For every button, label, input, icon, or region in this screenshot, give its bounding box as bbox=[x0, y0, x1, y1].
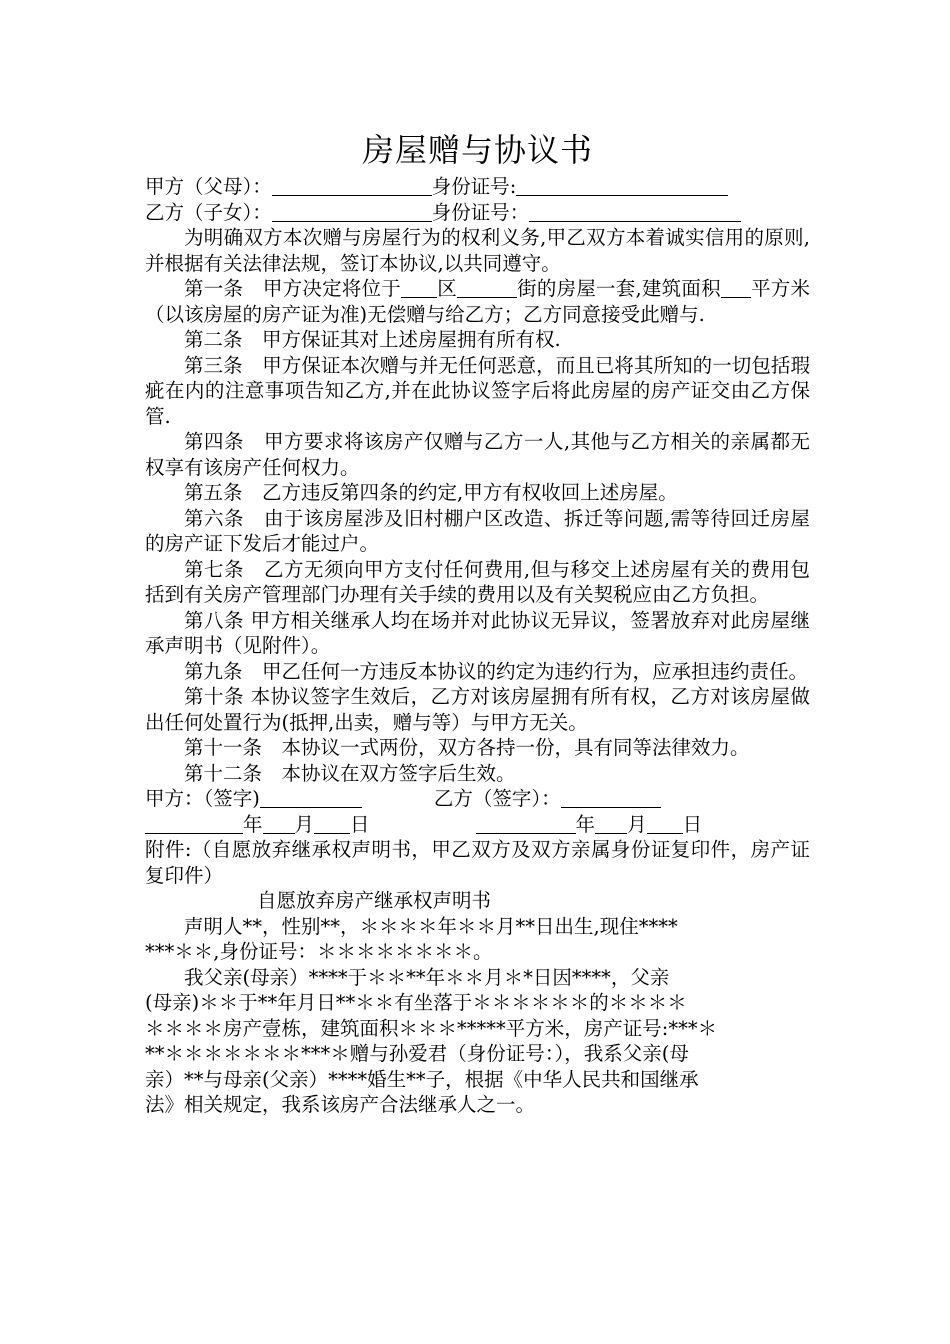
party-b-signature-blank[interactable] bbox=[561, 787, 661, 808]
page-title: 房屋赠与协议书 bbox=[361, 131, 593, 169]
declaration-p1-line-1: 声明人**，性别**，＊＊＊＊年＊＊月**日出生,现住**** bbox=[184, 914, 678, 938]
article-1-part-c: 街的房屋一套,建筑面积 bbox=[516, 277, 721, 300]
year-label-b: 年 bbox=[575, 812, 596, 836]
declaration-title: 自愿放弃房产继承权声明书 bbox=[257, 889, 492, 912]
party-b-month-blank[interactable] bbox=[595, 813, 627, 834]
article-1-part-a: 第一条 甲方决定将位于 bbox=[184, 277, 401, 300]
declaration-p2-line-1: 我父亲(母亲）****于＊＊**年＊＊月＊*日因****，父亲 bbox=[184, 965, 670, 989]
article-4: 第四条 甲方要求将该房产仅赠与乙方一人,其他与乙方相关的亲属都无权享有该房产任何权力。 bbox=[145, 430, 810, 479]
article-11: 第十一条 本协议一式两份，双方各持一份，具有同等法律效力。 bbox=[184, 736, 750, 759]
party-a-id-blank[interactable] bbox=[516, 175, 728, 196]
party-b-line bbox=[145, 200, 810, 226]
declaration-p2-line-4: **＊＊＊＊＊＊＊***＊赠与孙爱君（身份证号：），我系父亲(母 bbox=[145, 1042, 689, 1065]
article-1-part-d: 平方米（以该房屋的房产证为准)无偿赠与给乙方；乙方同意接受此赠与. bbox=[145, 277, 810, 326]
article-6: 第六条 由于该房屋涉及旧村棚户区改造、拆迁等问题,需等待回迁房屋的房产证下发后才能过户。 bbox=[145, 506, 810, 555]
article-1 bbox=[145, 276, 810, 327]
article-9: 第九条 甲乙任何一方违反本协议的约定为违约行为，应承担违约责任。 bbox=[184, 659, 809, 683]
declaration-p1-line-2: ***＊＊,身份证号：＊＊＊＊＊＊＊＊。 bbox=[145, 940, 493, 963]
party-a-day-blank[interactable] bbox=[314, 813, 350, 834]
party-a-label: 甲方（父母）： bbox=[145, 175, 272, 198]
signature-line bbox=[145, 786, 810, 812]
document-body bbox=[145, 174, 810, 1118]
month-label-b: 月 bbox=[627, 812, 647, 836]
article-3: 第三条 甲方保证本次赠与并无任何恶意，而且已将其所知的一切包括瑕疵在内的注意事项告知乙方,并在此协议签字后将此房屋的房产证交由乙方保管. bbox=[145, 353, 810, 428]
declaration-p2-line-5: 亲）**与母亲(父亲）****婚生**子，根据《中华人民共和国继承 bbox=[145, 1067, 699, 1091]
article-12: 第十二条 本协议在双方签字后生效。 bbox=[184, 761, 516, 785]
declaration-p2-line-6: 法》相关规定，我系该房产合法继承人之一。 bbox=[145, 1093, 536, 1116]
declaration-p2-line-2: (母亲)＊＊于**年月日**＊＊有坐落于＊＊＊＊＊＊的＊＊＊＊ bbox=[145, 991, 687, 1014]
party-b-id-blank[interactable] bbox=[529, 201, 741, 222]
party-b-name-blank[interactable] bbox=[272, 201, 432, 222]
party-b-label: 乙方（子女）： bbox=[145, 200, 272, 224]
party-b-day-blank[interactable] bbox=[647, 813, 683, 834]
article-8: 第八条 甲方相关继承人均在场并对此协议无异议，签署放弃对此房屋继承声明书（见附件）。 bbox=[145, 608, 810, 657]
party-a-signature-blank[interactable] bbox=[260, 787, 362, 808]
article-7: 第七条 乙方无须向甲方支付任何费用,但与移交上述房屋有关的费用包括到有关房产管理部门办理有关手续的费用以及有关契税应由乙方负担。 bbox=[145, 557, 810, 606]
declaration-p2-line-3: ＊＊＊＊房产壹栋，建筑面积＊＊＊*****平方米，房产证号:***＊ bbox=[145, 1016, 718, 1040]
month-label-a: 月 bbox=[294, 812, 315, 836]
party-a-month-blank[interactable] bbox=[263, 813, 295, 834]
attachment-note: 附件:（自愿放弃继承权声明书，甲乙双方及双方亲属身份证复印件，房产证复印件） bbox=[145, 838, 810, 887]
party-a-sign-label: 甲方：（签字) bbox=[145, 787, 260, 810]
party-a-name-blank[interactable] bbox=[272, 175, 432, 196]
party-a-year-blank[interactable] bbox=[145, 813, 243, 834]
day-label-a: 日 bbox=[350, 812, 370, 836]
article-5: 第五条 乙方违反第四条的约定,甲方有权收回上述房屋。 bbox=[184, 481, 678, 504]
area-blank[interactable] bbox=[721, 277, 751, 298]
day-label-b: 日 bbox=[682, 812, 703, 836]
district-blank[interactable] bbox=[401, 277, 437, 298]
article-2: 第二条 甲方保证其对上述房屋拥有所有权. bbox=[184, 328, 561, 351]
party-b-year-blank[interactable] bbox=[476, 813, 576, 834]
intro-paragraph: 为明确双方本次赠与房屋行为的权利义务,甲乙双方本着诚实信用的原则,并根据有关法律法规，签订本协议,以共同遵守。 bbox=[145, 226, 810, 275]
party-b-id-label: 身份证号： bbox=[431, 200, 530, 224]
article-1-part-b: 区 bbox=[436, 277, 457, 300]
party-a-id-label: 身份证号: bbox=[431, 175, 517, 198]
party-a-line bbox=[145, 174, 810, 200]
year-label-a: 年 bbox=[243, 812, 263, 836]
street-blank[interactable] bbox=[457, 277, 517, 298]
date-line bbox=[145, 812, 810, 838]
party-b-sign-label: 乙方（签字）： bbox=[433, 787, 561, 810]
article-10: 第十条 本协议签字生效后，乙方对该房屋拥有所有权，乙方对该房屋做出任何处置行为(抵押,出卖，赠与等）与甲方无关。 bbox=[145, 685, 810, 734]
